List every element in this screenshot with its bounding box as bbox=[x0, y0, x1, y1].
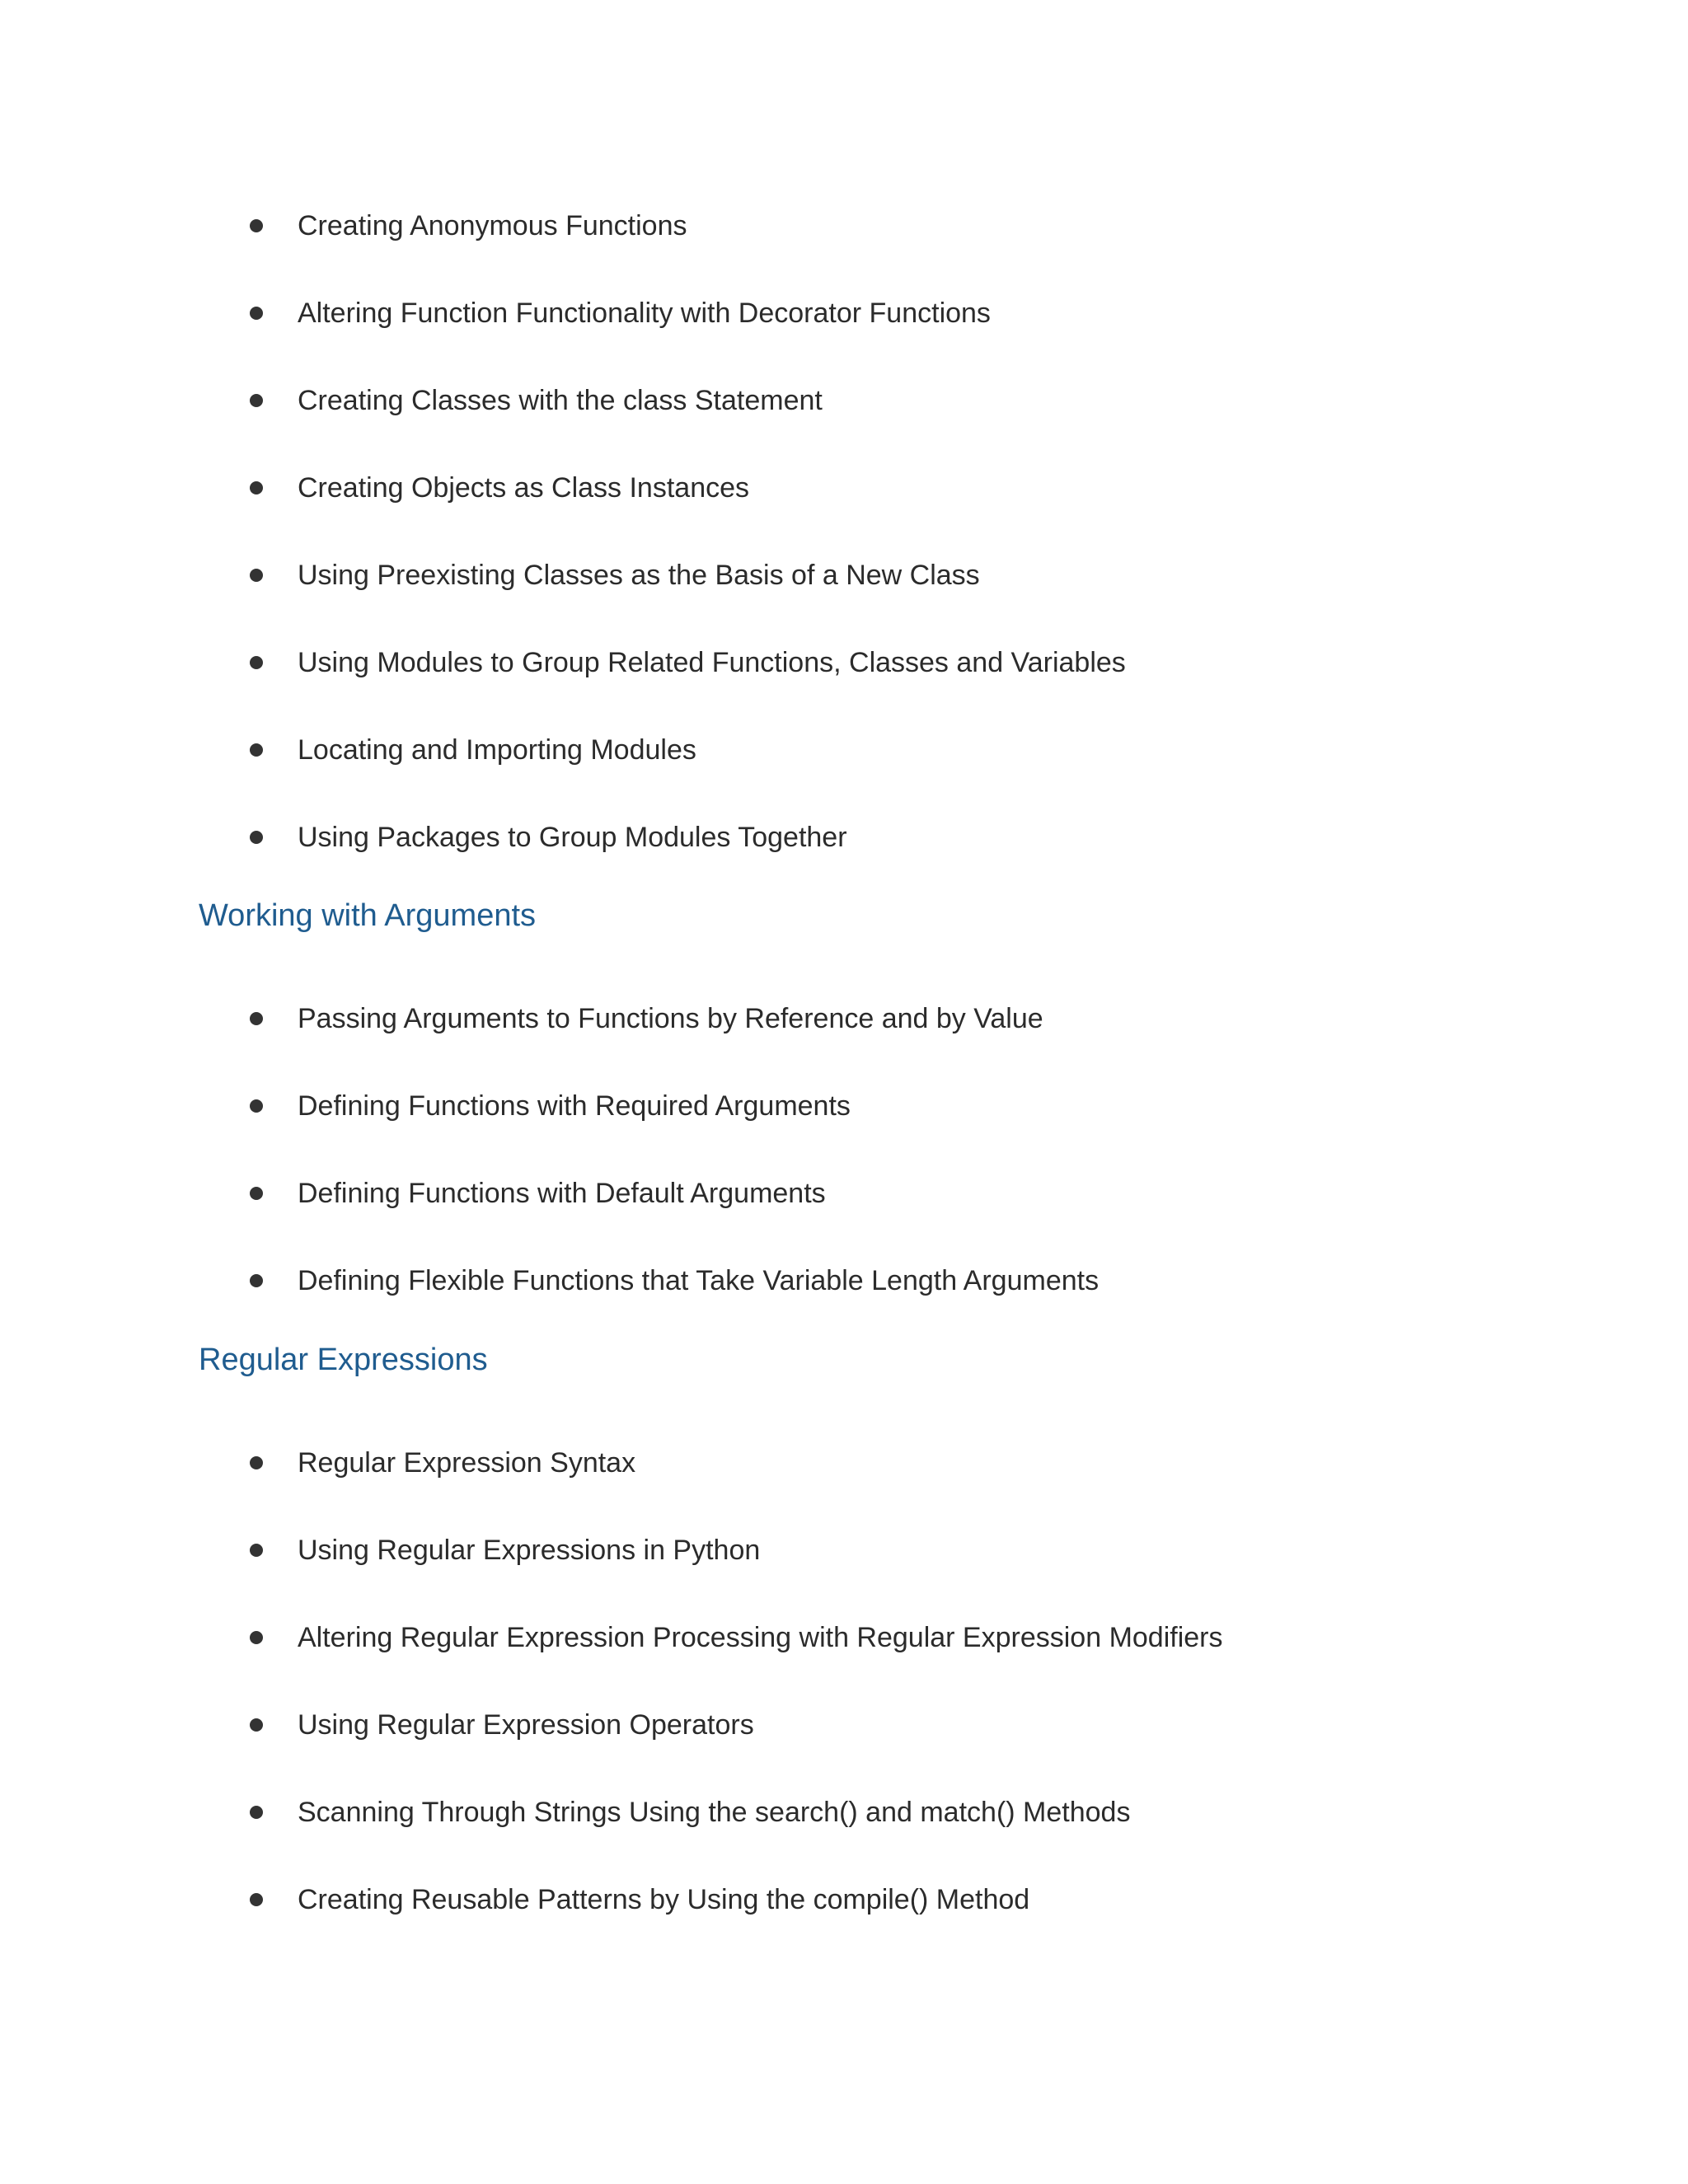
list-item bbox=[0, 299, 1688, 387]
list-item bbox=[0, 649, 1688, 736]
list-item bbox=[0, 1624, 1688, 1711]
list-item-text: Creating Reusable Patterns by Using the compile() Method bbox=[298, 1884, 1030, 1915]
list-item bbox=[0, 561, 1688, 649]
list-item-text: Passing Arguments to Functions by Reference and by Value bbox=[298, 1003, 1043, 1034]
bullet-icon bbox=[250, 1099, 263, 1113]
list-item-text: Locating and Importing Modules bbox=[298, 734, 696, 766]
list-item-text: Scanning Through Strings Using the search() and match() Methods bbox=[298, 1797, 1131, 1828]
list-item bbox=[0, 1005, 1688, 1092]
bullet-icon bbox=[250, 569, 263, 582]
list-item bbox=[0, 1798, 1688, 1886]
bullet-icon bbox=[250, 1631, 263, 1644]
bullet-icon bbox=[250, 1187, 263, 1200]
bullet-icon bbox=[250, 481, 263, 494]
list-item-text: Using Regular Expression Operators bbox=[298, 1709, 754, 1741]
bullet-icon bbox=[250, 831, 263, 844]
bullet-icon bbox=[250, 656, 263, 669]
list-item-text: Using Modules to Group Related Functions, Classes and Variables bbox=[298, 647, 1126, 678]
list-item-text: Using Packages to Group Modules Together bbox=[298, 822, 847, 853]
list-item-text: Using Preexisting Classes as the Basis of a New Class bbox=[298, 560, 980, 591]
list-item bbox=[0, 736, 1688, 823]
list-item-text: Defining Functions with Required Arguments bbox=[298, 1090, 851, 1122]
list-item bbox=[0, 1711, 1688, 1798]
bullet-icon bbox=[250, 394, 263, 407]
section-heading-regular-expressions: Regular Expressions bbox=[199, 1343, 488, 1377]
list-item-text: Creating Objects as Class Instances bbox=[298, 472, 750, 504]
list-item-text: Altering Function Functionality with Decorator Functions bbox=[298, 298, 991, 329]
topic-list-arguments bbox=[0, 1005, 1688, 1354]
list-item-text: Altering Regular Expression Processing with Regular Expression Modifiers bbox=[298, 1622, 1223, 1653]
bullet-icon bbox=[250, 1893, 263, 1906]
section-heading-working-with-arguments: Working with Arguments bbox=[199, 898, 537, 933]
list-item bbox=[0, 1886, 1688, 1973]
list-item-text: Defining Flexible Functions that Take Variable Length Arguments bbox=[298, 1265, 1100, 1296]
bullet-icon bbox=[250, 1806, 263, 1819]
list-item bbox=[0, 212, 1688, 299]
list-item-text: Defining Functions with Default Arguments bbox=[298, 1178, 826, 1209]
list-item-text: Creating Anonymous Functions bbox=[298, 210, 687, 241]
list-item bbox=[0, 1536, 1688, 1624]
bullet-icon bbox=[250, 219, 263, 232]
bullet-icon bbox=[250, 307, 263, 320]
list-item-text: Using Regular Expressions in Python bbox=[298, 1535, 761, 1566]
list-item bbox=[0, 1449, 1688, 1536]
list-item bbox=[0, 387, 1688, 474]
bullet-icon bbox=[250, 743, 263, 757]
bullet-icon bbox=[250, 1456, 263, 1469]
list-item-text: Regular Expression Syntax bbox=[298, 1447, 636, 1479]
topic-list-functions-classes-modules bbox=[0, 212, 1688, 911]
list-item-text: Creating Classes with the class Statement bbox=[298, 385, 823, 416]
list-item bbox=[0, 1179, 1688, 1267]
list-item bbox=[0, 1267, 1688, 1354]
bullet-icon bbox=[250, 1718, 263, 1732]
bullet-icon bbox=[250, 1544, 263, 1557]
list-item bbox=[0, 1092, 1688, 1179]
bullet-icon bbox=[250, 1012, 263, 1025]
topic-list-regular-expressions bbox=[0, 1449, 1688, 1973]
bullet-icon bbox=[250, 1274, 263, 1287]
list-item bbox=[0, 474, 1688, 561]
